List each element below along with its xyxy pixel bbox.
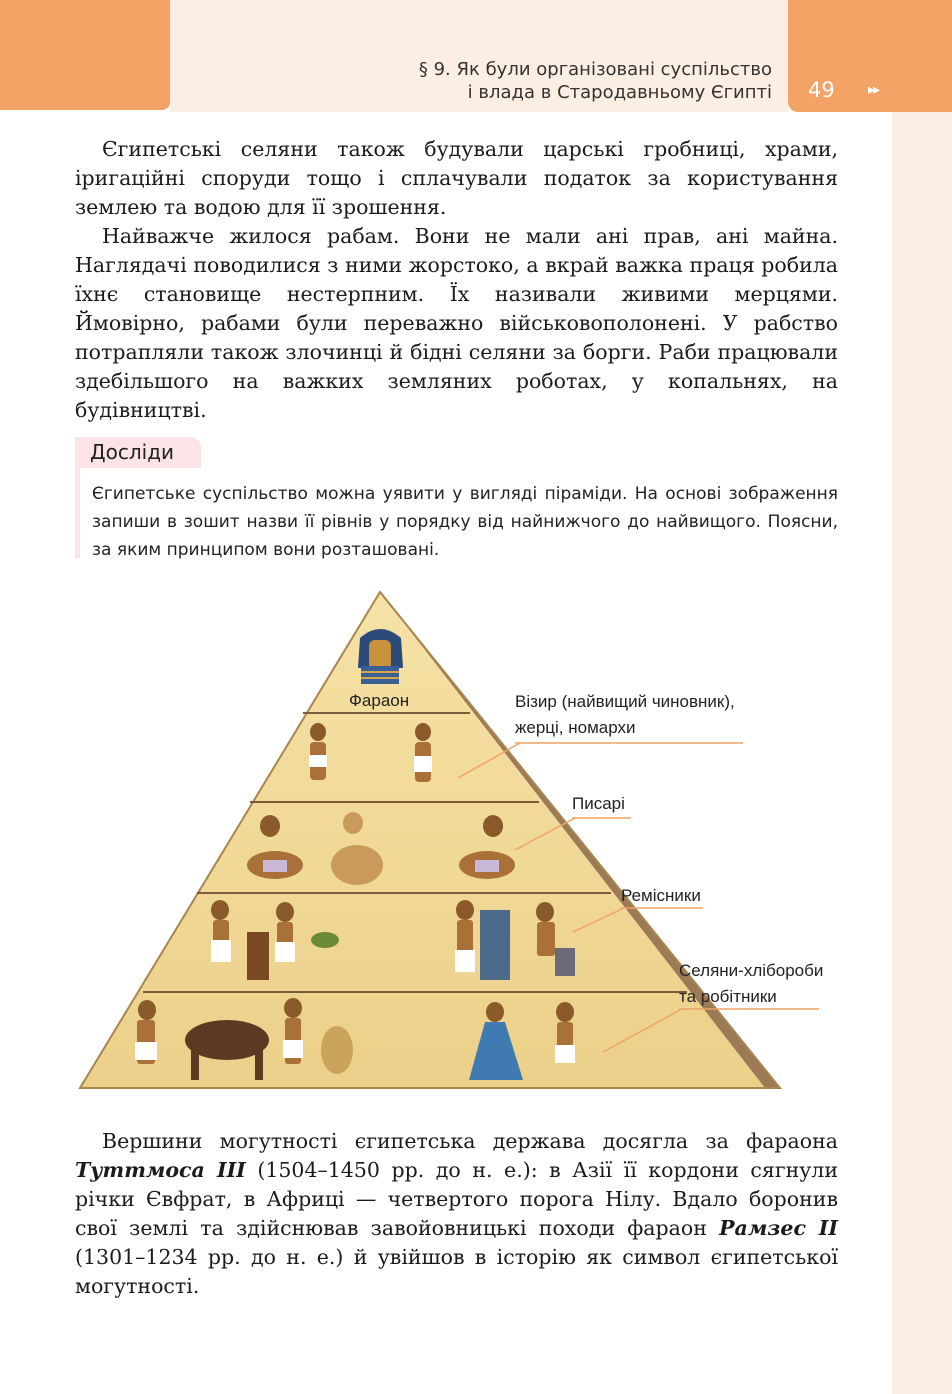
paragraph-slaves: Найважче жилося рабам. Вони не мали ані прав, ані майна. Наглядачі поводилися з ними жорстоко, а вкрай важка праця робила їхнє становище нестерпним. Їх називали живими мерцями. Ймовірно, рабами були переважно військовополонені. У рабство потрапляли також злочинці й бідні селяни за борги. Раби працювали здебільшого на важких земляних роботах, у копальнях, на будівництві. [75,224,838,422]
name-thutmose: Туттмоса ІІІ [75,1158,246,1182]
pharaohs-text-1: Вершини могутності єгипетська держава досягла за фараона [102,1129,838,1153]
page-number: 49 [808,78,835,102]
right-margin-strip [892,112,952,1394]
section-title-line1: § 9. Як були організовані суспільство [418,59,772,80]
explore-box-bar [75,468,80,558]
pharaohs-text-2: (1504–1450 рр. до н. е.): в Азії її кордони сягнули річки Євфрат, в Африці — четвертого порога Нілу. Вдало боронив свої землі та здійснював завойовницькі походи фараон [75,1158,838,1240]
explore-heading-text: Досліди [90,440,175,464]
pharaoh-mask-icon [358,629,403,684]
paragraph-pharaohs [75,1127,838,1301]
pharaohs-text-3: (1301–1234 рр. до н. е.) й увійшов в історію як символ єгипетської могутності. [75,1245,838,1298]
society-pyramid-figure [75,580,875,1095]
name-ramesses: Рамзес ІІ [719,1216,838,1240]
section-title [419,58,772,104]
label-peasants-line2: та робітники [679,987,777,1006]
next-page-arrows-icon[interactable]: ▸▸ [868,82,879,98]
label-vizier-line2: жерці, номархи [515,718,636,737]
label-scribes: Писарі [572,794,625,813]
explore-task-text: Єгипетське суспільство можна уявити у вигляді піраміди. На основі зображення запиши в зошит назви її рівнів у порядку від найнижчого до найвищого. Поясни, за яким принципом вони розташовані. [92,484,838,560]
label-pharaoh: Фараон [349,691,410,710]
section-title-line2: і влада в Стародавньому Єгипті [467,82,772,103]
label-peasants-line1: Селяни-хлібороби [679,961,824,980]
header-left-band [0,0,170,110]
label-artisans: Ремісники [621,886,701,905]
explore-box-heading [75,437,201,468]
label-vizier-line1: Візир (найвищий чиновник), [515,692,735,711]
paragraph-peasants: Єгипетські селяни також будували царські гробниці, храми, іригаційні споруди тощо і сплачували податок за користування землею та водою для її зрошення. [75,137,838,219]
